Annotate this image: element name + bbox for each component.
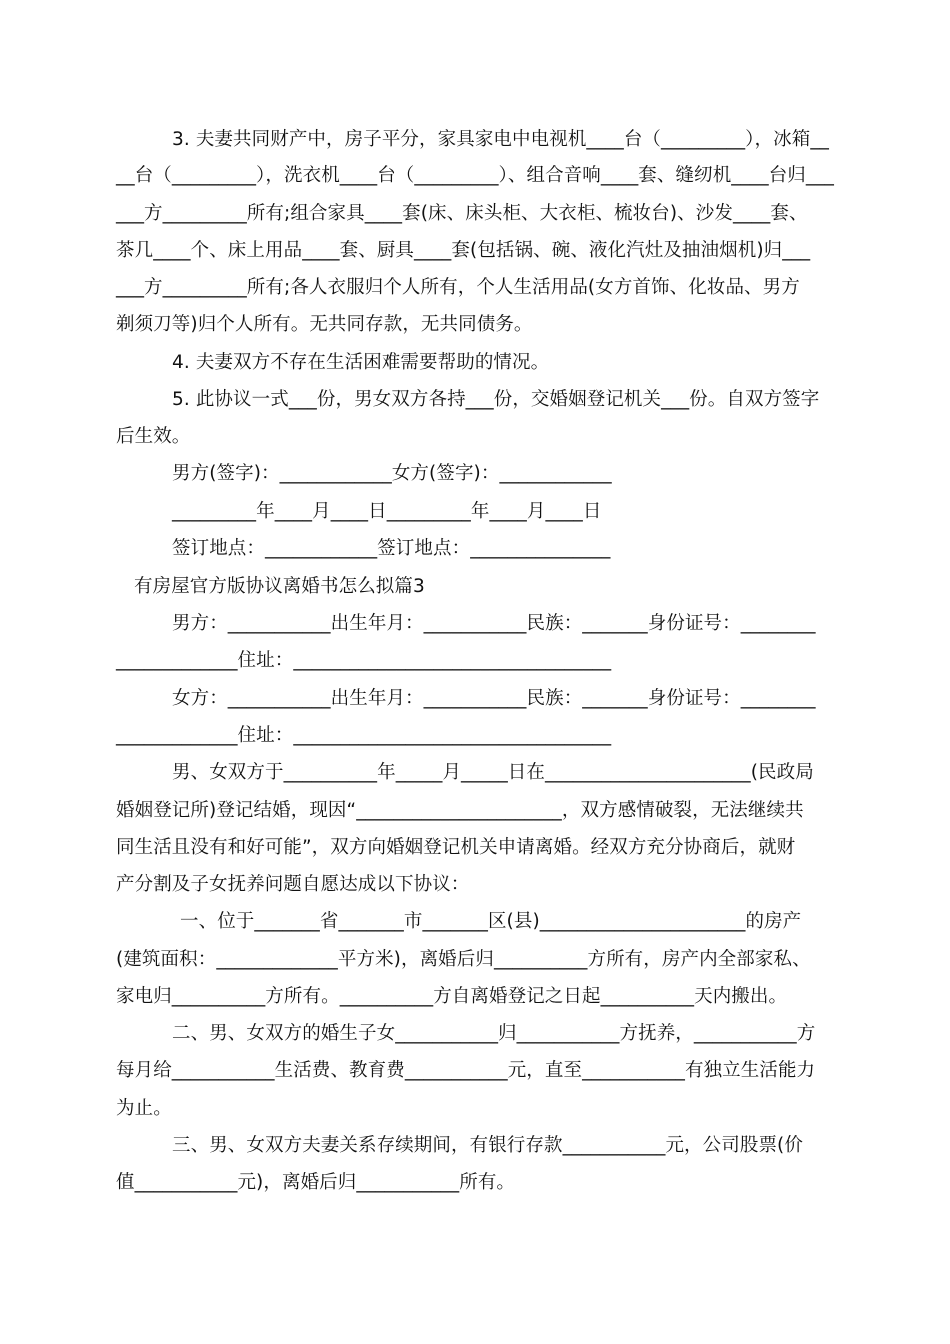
clause-line: 二、男、女双方的婚生子女___________归___________方抚养，___________方 xyxy=(172,1023,816,1044)
party-info-line: _____________住址：__________________________________ xyxy=(116,650,612,671)
clause-line: 一、位于_______省_______市_______区(县)______________________的房产 xyxy=(180,911,802,932)
party-info-line: 女方：___________出生年月：___________民族：_______身份证号：________ xyxy=(172,688,816,709)
paragraph-line: 后生效。 xyxy=(116,426,191,447)
paragraph-line: __台（_________），洗衣机____台（_________）、组合音响____套、缝纫机____台归___ xyxy=(116,165,834,186)
clause-line: 家电归__________方所有。__________方自离婚登记之日起__________天内搬出。 xyxy=(116,986,788,1007)
section-heading: 有房屋官方版协议离婚书怎么拟篇3 xyxy=(134,576,425,597)
paragraph-line: 婚姻登记所)登记结婚，现因“______________________，双方感情破裂，无法继续共 xyxy=(116,800,804,821)
paragraph-line: ___方_________所有;组合家具____套(床、床头柜、大衣柜、梳妆台)、沙发____套、 xyxy=(116,203,808,224)
clause-line: 三、男、女双方夫妻关系存续期间，有银行存款___________元，公司股票(价 xyxy=(172,1135,803,1156)
clause-line: 值___________元)，离婚后归___________所有。 xyxy=(116,1172,516,1193)
paragraph-line: 剃须刀等)归个人所有。无共同存款，无共同债务。 xyxy=(116,314,533,335)
signing-place-line: 签订地点：____________签订地点：_______________ xyxy=(172,538,611,559)
clause-line: (建筑面积：_____________平方米)，离婚后归__________方所有，房产内全部家私、 xyxy=(116,949,811,970)
paragraph-line: 3. 夫妻共同财产中，房子平分，家具家电中电视机____台（_________），冰箱__ xyxy=(172,129,830,150)
paragraph-line: 4. 夫妻双方不存在生活困难需要帮助的情况。 xyxy=(172,352,550,373)
signature-line: 男方(签字)：____________女方(签字)：____________ xyxy=(172,463,612,484)
party-info-line: _____________住址：__________________________________ xyxy=(116,725,612,746)
paragraph-line: 5. 此协议一式___份，男女双方各持___份，交婚姻登记机关___份。自双方签字 xyxy=(172,389,820,410)
paragraph-line: 茶几____个、床上用品____套、厨具____套(包括锅、碗、液化汽灶及抽油烟机)归___ xyxy=(116,240,811,261)
paragraph-line: 男、女双方于__________年_____月_____日在______________________(民政局 xyxy=(172,762,814,783)
clause-line: 为止。 xyxy=(116,1098,172,1119)
party-info-line: 男方：___________出生年月：___________民族：_______身份证号：________ xyxy=(172,613,816,634)
date-line: _________年____月____日_________年____月____日 xyxy=(172,501,602,522)
paragraph-line: 同生活且没有和好可能”，双方向婚姻登记机关申请离婚。经双方充分协商后，就财 xyxy=(116,837,796,858)
clause-line: 每月给___________生活费、教育费___________元，直至___________有独立生活能力 xyxy=(116,1060,816,1081)
paragraph-line: ___方_________所有;各人衣服归个人所有，个人生活用品(女方首饰、化妆品、男方 xyxy=(116,277,800,298)
paragraph-line: 产分割及子女抚养问题自愿达成以下协议： xyxy=(116,874,470,895)
